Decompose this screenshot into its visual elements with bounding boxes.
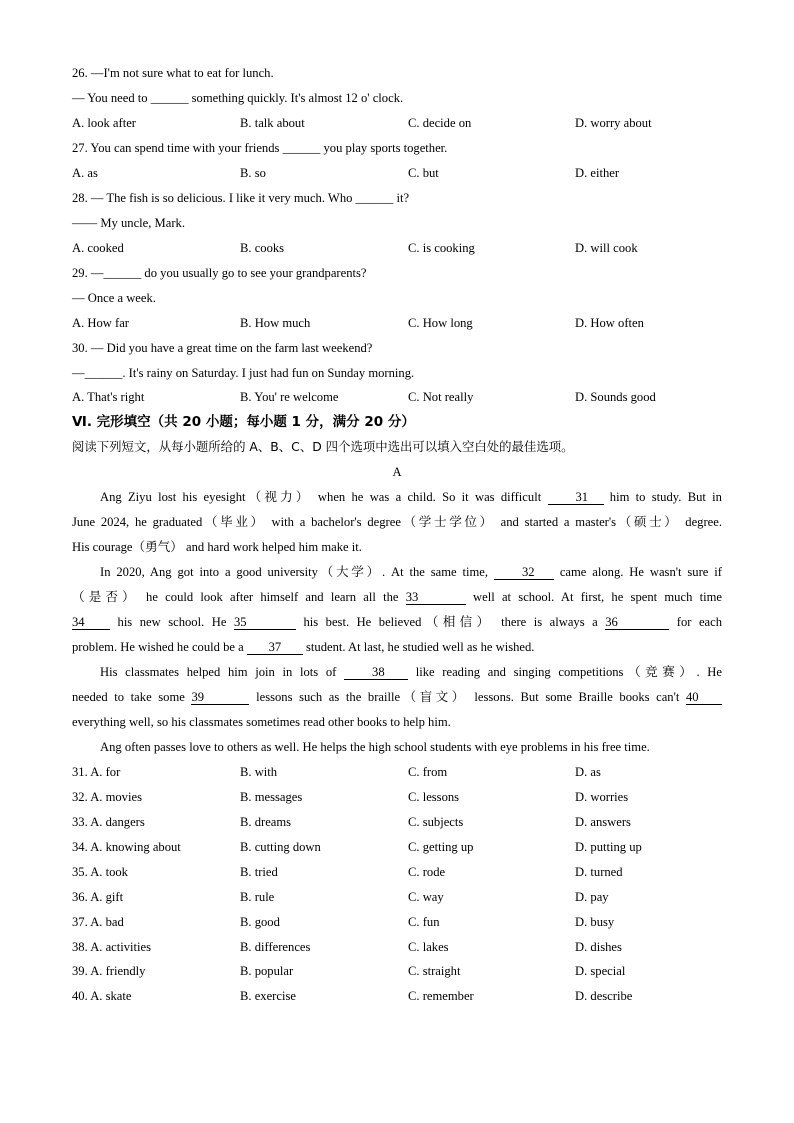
- blank-39: 39: [191, 690, 249, 705]
- option-c: C. Not really: [408, 390, 474, 404]
- question-28-options: [72, 240, 732, 256]
- option-a: A. That's right: [72, 390, 145, 404]
- passage-p2-line1: In 2020, Ang got into a good university（大学）. At the same time, 32 came along. He wasn't sure if: [100, 565, 722, 579]
- blank-31: 31: [548, 490, 604, 505]
- passage-p3-line3: everything well, so his classmates sometimes read other books to help him.: [72, 715, 451, 729]
- option-c: C. but: [408, 166, 439, 180]
- passage-p1-line2: June 2024, he graduated（毕业） with a bachelor's degree（学士学位） and started a master's（硕士） degree.: [72, 515, 722, 529]
- option-c: C. How long: [408, 316, 473, 330]
- cloze-options-32: 32. A. movies B. messages C. lessons D. worries: [72, 790, 629, 804]
- blank-33: 33: [406, 590, 466, 605]
- option-a: A. as: [72, 166, 98, 180]
- cloze-options-36: 36. A. gift B. rule C. way D. pay: [72, 890, 609, 904]
- question-30-stem: 30. — Did you have a great time on the farm last weekend?: [72, 341, 373, 355]
- option-a: A. cooked: [72, 241, 124, 255]
- option-d: D. worry about: [575, 116, 652, 130]
- cloze-options-33: 33. A. dangers B. dreams C. subjects D. answers: [72, 815, 631, 829]
- question-29-stem: 29. —______ do you usually go to see your grandparents?: [72, 266, 367, 280]
- blank-32: 32: [494, 565, 554, 580]
- question-30-reply: —______. It's rainy on Saturday. I just had fun on Sunday morning.: [72, 366, 415, 380]
- option-b: B. How much: [240, 316, 311, 330]
- option-b: B. You' re welcome: [240, 390, 339, 404]
- option-d: D. How often: [575, 316, 644, 330]
- question-28-stem: 28. — The fish is so delicious. I like it very much. Who ______ it?: [72, 191, 410, 205]
- question-29-options: [72, 315, 732, 331]
- option-c: C. is cooking: [408, 241, 475, 255]
- question-26-stem: 26. —I'm not sure what to eat for lunch.: [72, 66, 274, 80]
- option-d: D. Sounds good: [575, 390, 656, 404]
- option-b: B. cooks: [240, 241, 285, 255]
- question-26-options: [72, 115, 732, 131]
- question-27-options: [72, 165, 732, 181]
- cloze-options-38: 38. A. activities B. differences C. lakes D. dishes: [72, 940, 622, 954]
- cloze-options-39: 39. A. friendly B. popular C. straight D. special: [72, 964, 626, 978]
- blank-36: 36: [605, 615, 669, 630]
- blank-34: 34: [72, 615, 110, 630]
- option-c: C. decide on: [408, 116, 472, 130]
- passage-p4: Ang often passes love to others as well. He helps the high school students with eye problems in his free time.: [100, 740, 650, 754]
- blank-35: 35: [234, 615, 296, 630]
- question-28-reply: —— My uncle, Mark.: [72, 216, 185, 230]
- cloze-options-34: 34. A. knowing about B. cutting down C. getting up D. putting up: [72, 840, 642, 854]
- blank-40: 40: [686, 690, 722, 705]
- passage-p2-line2: （是否） he could look after himself and learn all the 33 well at school. At first, he spent much time: [72, 590, 723, 604]
- option-a: A. look after: [72, 116, 136, 130]
- passage-p1-line1: Ang Ziyu lost his eyesight（视力） when he was a child. So it was difficult 31 him to study. But in: [100, 490, 722, 504]
- option-d: D. will cook: [575, 241, 638, 255]
- cloze-options-35: 35. A. took B. tried C. rode D. turned: [72, 865, 623, 879]
- option-d: D. either: [575, 166, 620, 180]
- passage-label: A: [392, 465, 402, 479]
- option-a: A. How far: [72, 316, 130, 330]
- blank-38: 38: [344, 665, 408, 680]
- question-29-reply: — Once a week.: [72, 291, 156, 305]
- section-title: Ⅵ. 完形填空（共 20 小题；每小题 1 分，满分 20 分）: [72, 414, 415, 430]
- option-b: B. so: [240, 166, 266, 180]
- passage-p1-line3: His courage（勇气） and hard work helped him make it.: [72, 540, 362, 554]
- question-30-options: [72, 389, 732, 405]
- passage-p3-line2: needed to take some 39 lessons such as the braille（盲文） lessons. But some Braille books can't 40: [72, 689, 722, 705]
- question-27-stem: 27. You can spend time with your friends ______ you play sports together.: [72, 141, 448, 155]
- cloze-options-40: 40. A. skate B. exercise C. remember D. describe: [72, 989, 633, 1003]
- question-26-reply: — You need to ______ something quickly. It's almost 12 o' clock.: [72, 91, 404, 105]
- blank-37: 37: [247, 640, 303, 655]
- option-b: B. talk about: [240, 116, 305, 130]
- passage-p3-line1: His classmates helped him join in lots of 38 like reading and singing competitions（竞赛）. He: [100, 665, 722, 679]
- section-instruction: 阅读下列短文，从每小题所给的 A、B、C、D 四个选项中选出可以填入空白处的最佳选项。: [72, 439, 574, 454]
- cloze-options-37: 37. A. bad B. good C. fun D. busy: [72, 915, 615, 929]
- passage-p2-line3: 34 his new school. He 35 his best. He believed（相信） there is always a 36 for each: [72, 615, 723, 629]
- cloze-options-31: 31. A. for B. with C. from D. as: [72, 765, 601, 779]
- passage-p2-line4: problem. He wished he could be a 37 student. At last, he studied well as he wished.: [72, 640, 535, 654]
